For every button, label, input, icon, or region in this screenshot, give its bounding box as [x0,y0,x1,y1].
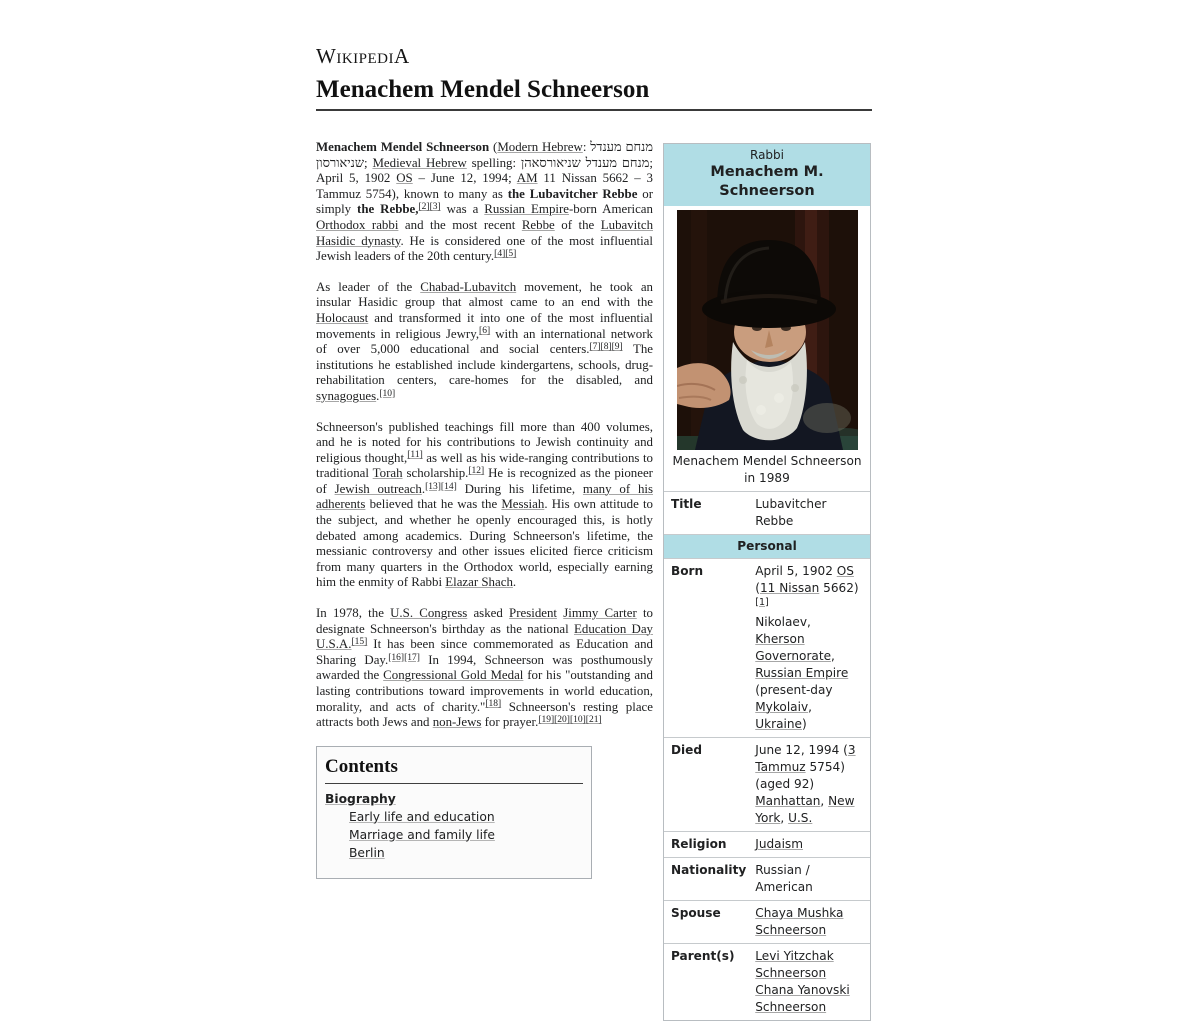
wiki-link[interactable]: Torah [372,466,403,481]
wiki-link[interactable]: synagogues [316,388,377,403]
infobox-row [664,738,870,832]
text-run: During his lifetime, [456,481,583,496]
article-body [316,140,653,731]
wiki-link[interactable]: Jimmy Carter [563,606,637,621]
text-run: Russian / American [755,863,813,894]
infobox-value-line [755,862,864,896]
infobox-value-line [755,905,864,939]
infobox-row-value [748,901,870,944]
text-run: with an international network of over 5,000 educational and social centers. [316,326,653,357]
reference-link[interactable]: [4][5] [494,248,517,259]
reference-link[interactable]: [10] [379,388,396,399]
text-run: . [376,388,380,403]
toc-link[interactable]: Berlin [349,845,385,860]
toc-link[interactable]: Marriage and family life [349,827,495,842]
text-run: or simply [316,186,653,217]
wiki-link[interactable]: Congressional Gold Medal [383,668,524,683]
wiki-link[interactable]: Rebbe [521,217,555,232]
text-run: . His own attitude to the subject, and whether he openly encouraged this, is hotly debated among academics. During Schneerson's lifetime, the messianic controversy and other issues elicited fierce criticism from many quarters in the Orthodox world, especially earning him the enmity of Rabbi [316,497,653,590]
text-run: It has been since commemorated as Education and Sharing Day. [316,637,653,667]
wiki-link[interactable]: Modern Hebrew [497,140,583,154]
wiki-link[interactable]: Kherson Governorate [755,632,832,663]
wiki-link[interactable]: Holocaust [316,310,369,325]
infobox-value-line [755,948,864,982]
wiki-link[interactable]: many of his adherents [316,481,653,512]
wiki-link[interactable]: Education Day U.S.A. [316,621,654,652]
text-run: to designate Schneerson's birthday as the national [316,606,653,636]
wiki-link[interactable]: U.S. [788,811,813,825]
wiki-link[interactable]: Chaya Mushka Schneerson [755,906,844,937]
infobox-row [664,559,870,738]
text-run: for prayer. [481,715,539,730]
wiki-link[interactable]: Medieval Hebrew [372,155,467,170]
toc-link[interactable]: Biography [325,791,396,806]
text-run: 5662) [819,581,859,595]
text-run: Lubavitcher Rebbe [755,497,827,528]
text-run: . [421,481,426,496]
wiki-link[interactable]: Chabad-Lubavitch [420,279,517,294]
wiki-link[interactable]: Judaism [755,837,804,851]
infobox-row-label: Spouse [664,901,748,944]
article-paragraph [316,140,653,265]
infobox-honorific: Rabbi [750,148,784,162]
text-run: asked [467,606,510,621]
infobox-value-line [755,742,864,793]
contents-box [316,746,592,879]
reference-link[interactable]: [15] [351,636,368,647]
wiki-link[interactable]: AM [516,171,538,186]
infobox-row-label: Religion [664,832,748,858]
article-paragraph [316,606,653,731]
bold-text: the Lubavitcher Rebbe [507,186,638,201]
reference-link[interactable]: [6] [479,326,491,337]
text-run: 11 Nissan 5662 – 3 Tammuz 5754), known to many as [316,171,654,201]
wiki-link[interactable]: non-Jews [432,715,482,730]
infobox-row-value [748,559,870,738]
infobox-row-label: Died [664,738,748,832]
text-run: Schneerson's published teachings fill more than 400 volumes, and he is noted for his contributions to Jewish continuity and religious thought, [316,419,653,465]
reference-link[interactable]: [16][17] [388,652,420,663]
text-run: , [831,649,835,663]
wiki-link[interactable]: Jewish outreach [334,481,422,496]
bold-text: the Rebbe, [357,202,419,217]
content-area [316,140,872,1014]
infobox-value-line [755,982,864,1016]
toc-link[interactable]: Early life and education [349,809,495,824]
text-run: Schneerson's resting place attracts both Jews and [316,699,653,730]
text-run: – June 12, 1994; [412,171,517,186]
text-run: as well as his wide-ranging contributions to traditional [316,450,653,481]
text-run: He is recognized as the pioneer of [316,466,653,496]
infobox-value-line [755,836,864,853]
wiki-link[interactable]: President [509,606,558,621]
text-run: Nikolaev, [755,615,811,629]
text-run: -born American [569,202,653,217]
text-run: 5754) (aged 92) [755,760,845,791]
infobox-table [664,491,870,1020]
text-run: : מנחם מענדל שניאורסון; [316,140,653,170]
toc-item [325,792,583,806]
infobox-rows [664,492,870,1021]
wiki-link[interactable]: Ukraine [755,717,802,731]
text-run: was a [440,202,485,217]
reference-link[interactable]: [19][20][10][21] [538,714,602,725]
toc-item [325,846,583,860]
infobox-row [664,535,870,559]
text-run: , [808,700,812,714]
reference-link[interactable]: [7][8][9] [589,341,623,352]
wiki-link[interactable]: Lubavitch [600,217,654,232]
wiki-link[interactable]: Chana Yanovski Schneerson [755,983,850,1014]
infobox-value-line [755,496,864,530]
text-run: In 1978, the [316,606,391,621]
infobox-row-label: Born [664,559,748,738]
infobox-section-header: Personal [664,535,870,559]
text-run: In 1994, Schneerson was posthumously awarded the [316,652,653,683]
infobox-row-value [748,944,870,1021]
wiki-link[interactable]: Elazar Shach [445,575,513,590]
infobox-row-label: Parent(s) [664,944,748,1021]
infobox-row-value [748,492,870,535]
wiki-link[interactable]: 11 Nissan [759,581,820,595]
wiki-link[interactable]: Russian Empire [755,666,849,680]
text-run: April 5, 1902 [755,564,837,578]
portrait-photo-frame [664,206,870,452]
infobox-row-label: Nationality [664,858,748,901]
reference-link[interactable]: [2][3] [418,202,441,213]
text-run: As leader of the [316,279,421,294]
text-run: ( [755,581,760,595]
wiki-link[interactable]: U.S. Congress [390,606,468,621]
text-run: movement, he took an insular Hasidic group that almost came to an end with the [316,279,653,310]
infobox-caption: Menachem Mendel Schneerson in 1989 [672,454,862,485]
text-run: ( [489,140,498,154]
text-run: . [512,575,517,590]
text-run: . He is considered one of the most influential Jewish leaders of the 20th century. [316,233,653,264]
infobox-value-line [755,563,864,614]
infobox-row [664,858,870,901]
toc-item [325,828,583,842]
infobox-value-line [755,793,864,827]
wiki-link[interactable]: Messiah [501,497,545,512]
infobox-row-value [748,858,870,901]
contents-list [325,792,583,860]
text-run: , [780,811,789,825]
wikipedia-logo: WikipediA [316,44,410,68]
text-run: of the [554,217,601,232]
wiki-link[interactable]: OS [836,564,854,578]
reference-link[interactable]: [13][14] [425,481,457,492]
infobox-row-value [748,738,870,832]
contents-heading: Contents [325,756,583,784]
infobox-header [664,144,870,206]
text-run: scholarship. [402,466,469,481]
infobox-name: Menachem M. Schneerson [710,164,824,199]
infobox-row [664,944,870,1021]
text-run: The institutions he established include kindergartens, schools, drug-rehabilitation centers, care-homes for the disabled, and [316,342,653,388]
toc-item [325,810,583,824]
wiki-link[interactable]: New York [755,794,855,825]
text-run: and the most recent [398,217,522,232]
text-run: spelling: מנחם מענדל שניאורסאהן; April 5, 1902 [316,155,653,186]
wiki-link[interactable]: OS [396,171,413,186]
text-run: for his "outstanding and lasting contributions toward improvements in world education, morality, and acts of charity." [316,668,653,714]
infobox-row [664,492,870,535]
infobox-row [664,832,870,858]
bold-text: Menachem Mendel Schneerson [316,140,490,154]
page-title: Menachem Mendel Schneerson [316,76,872,111]
wiki-link[interactable]: Manhattan [755,794,821,808]
infobox [663,143,871,1021]
infobox-row [664,901,870,944]
text-run: believed that he was the [365,497,502,512]
wiki-link[interactable]: Russian Empire [484,202,569,217]
wiki-link[interactable]: 3 Tammuz [755,743,856,774]
text-run: ) [801,717,807,731]
wiki-link[interactable]: Orthodox rabbi [316,217,399,232]
text-run: June 12, 1994 ( [755,743,848,757]
wiki-link[interactable]: Mykolaiv [755,700,809,714]
infobox-row-label: Title [671,497,702,511]
wiki-link[interactable]: Levi Yitzchak Schneerson [755,949,834,980]
article-paragraph [316,280,653,405]
text-run: , [820,794,829,808]
portrait-photo[interactable] [677,210,858,450]
text-run: and transformed it into one of the most influential movements in religious Jewry, [316,310,653,341]
reference-link[interactable]: [12] [468,466,485,477]
reference-link[interactable]: [1] [755,596,769,608]
text-run: (present-day [755,683,833,697]
reference-link[interactable]: [11] [407,450,423,461]
wiki-link[interactable]: Hasidic dynasty [316,233,401,248]
infobox-row-value [748,832,870,858]
article-page [316,44,872,1014]
article-paragraph [316,420,653,592]
reference-link[interactable]: [18] [485,699,502,710]
infobox-value-line [755,614,864,733]
